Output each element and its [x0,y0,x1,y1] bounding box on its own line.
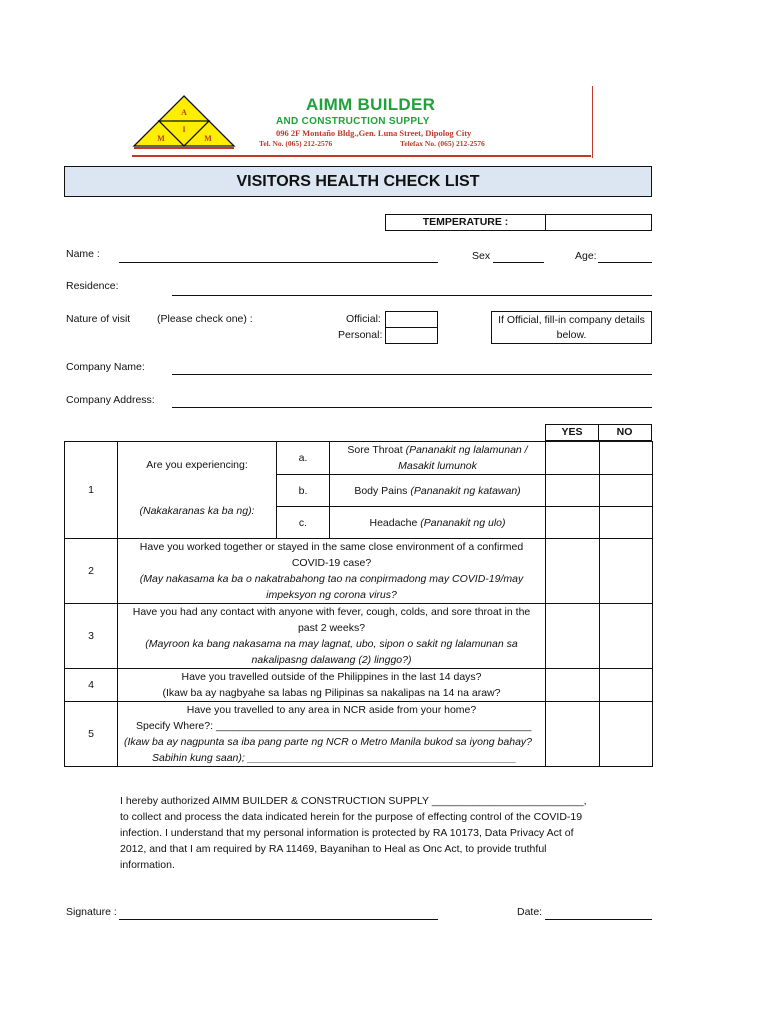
official-checkbox[interactable] [385,311,438,328]
company-fax: Telefax No. (065) 212-2576 [400,139,485,148]
company-subtitle: AND CONSTRUCTION SUPPLY [276,116,430,127]
company-name-label: Company Name: [66,361,145,373]
personal-label: Personal: [338,329,383,341]
temperature-field[interactable] [545,214,652,231]
official-label: Official: [346,313,381,325]
residence-label: Residence: [66,280,119,292]
symptom-tl: (Pananakit ng ulo) [420,516,506,529]
temperature-label: TEMPERATURE : [422,216,509,228]
table-row [65,539,653,604]
question-2 [118,539,546,604]
question-number: 3 [65,604,118,669]
no-cell[interactable] [600,604,653,669]
yes-cell[interactable] [546,604,600,669]
company-address-field[interactable] [172,407,652,408]
question-5-specify: Specify Where?: ______________________________________________________ [136,720,532,732]
no-cell[interactable] [600,475,653,507]
name-field[interactable] [119,262,438,263]
age-field[interactable] [598,262,652,263]
company-tel: Tel. No. (065) 212-2576 [259,139,333,148]
question-5-tl-specify: Sabihin kung saan); ______________________________________________ [152,752,517,764]
no-cell[interactable] [600,539,653,604]
yes-cell[interactable] [546,669,600,702]
yes-header: YES [545,424,599,441]
header-vertical-divider [592,86,593,158]
no-header: NO [598,424,652,441]
signature-label: Signature : [66,906,117,918]
no-cell[interactable] [600,442,653,475]
question-5-tl: (Ikaw ba ay nagpunta sa iba pang parte ng NCR o Metro Manila bukod sa iyong bahay? [124,736,533,748]
nature-of-visit-hint: (Please check one) : [157,313,253,325]
table-row [65,669,653,702]
symptom-text: Body Pains [354,484,408,497]
page-title: VISITORS HEALTH CHECK LIST [64,166,652,197]
company-name: AIMM BUILDER [306,95,436,114]
logo-letter-a: A [181,108,187,117]
logo-letter-i: I [182,125,186,134]
age-label: Age: [575,250,597,262]
symptom-item [330,475,546,507]
symptom-item [330,442,546,475]
item-letter: c. [277,507,330,539]
residence-field[interactable] [172,295,652,296]
question-3-text: Have you had any contact with anyone with fever, cough, colds, and sore throat in the past 2 weeks? [132,606,531,634]
question-5 [118,702,546,767]
symptom-text: Headache [369,516,418,529]
yes-cell[interactable] [546,442,600,475]
question-number: 5 [65,702,118,767]
question-5-text: Have you travelled to any area in NCR aside from your home? [186,704,477,716]
consent-statement: I hereby authorized AIMM BUILDER & CONSTRUCTION SUPPLY __________________________, to collect and process the data indicated herein for the purpose of effecting control of the COVID-19 infection. I understand that my personal information is protected by RA 10173, Data Privacy Act of 2012, and that I am required by RA 11469, Bayanihan to Heal as Onc Act, to provide truthful information. [120,795,587,871]
question-1-prompt-cell [118,442,277,539]
table-row [65,604,653,669]
question-2-text: Have you worked together or stayed in the same close environment of a confirmed COVID-19 case? [139,541,524,569]
logo-letter-m-right: M [204,134,212,143]
symptom-tl: (Pananakit ng lalamunan / Masakit lumunok [398,444,528,472]
question-4-text: Have you travelled outside of the Philippines in the last 14 days? [181,671,482,683]
logo-letter-m-left: M [157,134,165,143]
table-row [65,702,653,767]
sex-field[interactable] [493,262,544,263]
question-number: 2 [65,539,118,604]
question-3 [118,604,546,669]
date-field[interactable] [545,919,652,920]
company-name-field[interactable] [172,374,652,375]
item-letter: b. [277,475,330,507]
question-4 [118,669,546,702]
symptom-item [330,507,546,539]
nature-of-visit-label: Nature of visit [66,313,131,325]
no-cell[interactable] [600,669,653,702]
question-1-prompt: Are you experiencing: [146,459,248,471]
company-address-label: Company Address: [66,394,155,406]
question-1-prompt-tl: (Nakakaranas ka ba ng): [139,505,255,517]
health-questions-table [64,441,653,767]
yes-cell[interactable] [546,507,600,539]
symptom-text: Sore Throat [347,444,403,456]
date-label: Date: [517,906,543,918]
sex-label: Sex [472,250,491,262]
question-number: 4 [65,669,118,702]
no-cell[interactable] [600,507,653,539]
yes-cell[interactable] [546,702,600,767]
official-note [491,311,652,344]
question-3-tl: (Mayroon ka bang nakasama na may lagnat, ubo, sipon o sakit ng lalamunan sa nakalipasng dalawang (2) linggo?) [145,638,518,666]
question-2-tl: (May nakasama ka ba o nakatrabahong tao na conpirmadong may COVID-19/may impeksyon ng corona virus? [139,573,524,601]
temperature-label-box [385,214,546,231]
name-label: Name : [66,248,100,260]
personal-checkbox[interactable] [385,327,438,344]
item-letter: a. [277,442,330,475]
official-note-text: If Official, fill-in company details below. [498,314,645,341]
question-number: 1 [65,442,118,539]
question-4-tl: (Ikaw ba ay nagbyahe sa labas ng Pilipinas sa nakalipas na 14 na araw? [162,687,501,699]
yes-cell[interactable] [546,475,600,507]
company-address: 096 2F Montaño Bldg.,Gen. Luna Street, Dipolog City [276,128,472,138]
no-cell[interactable] [600,702,653,767]
header-divider [132,155,591,157]
company-logo [132,94,236,150]
signature-field[interactable] [119,919,438,920]
symptom-tl: (Pananakit ng katawan) [410,484,521,497]
yes-cell[interactable] [546,539,600,604]
table-row [65,442,653,475]
